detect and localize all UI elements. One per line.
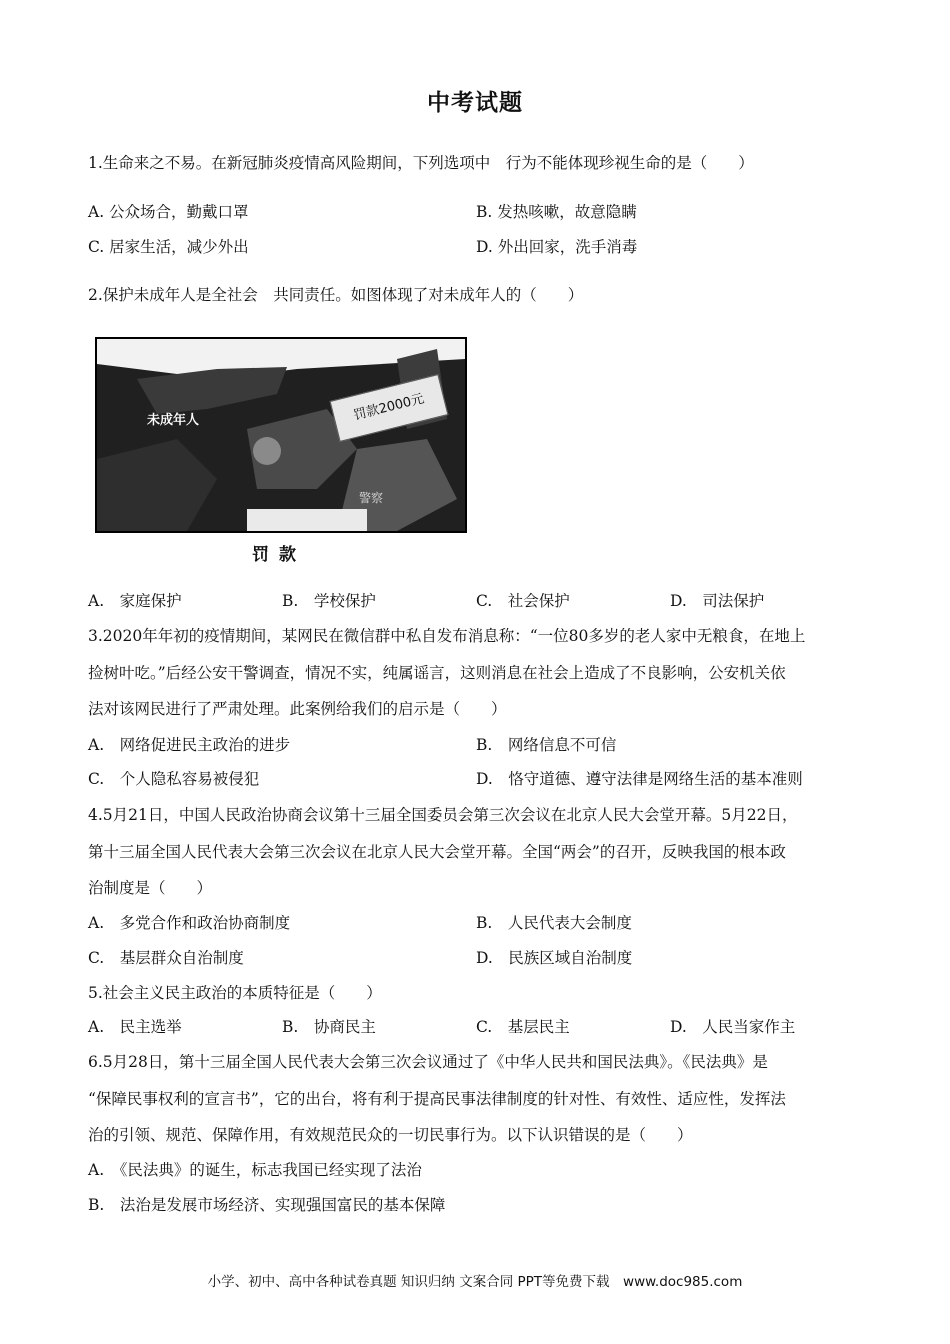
question-3-option-b: B. 网络信息不可信 <box>476 736 617 754</box>
question-2-option-d: D. 司法保护 <box>670 592 765 610</box>
question-1-option-a: A. 公众场合，勤戴口罩 <box>88 203 249 221</box>
question-3-option-c: C. 个人隐私容易被侵犯 <box>88 770 260 788</box>
label-police: 警察 <box>359 491 384 505</box>
question-1-option-b: B. 发热咳嗽，故意隐瞒 <box>476 203 637 221</box>
question-6-line-3: 治的引领、规范、保障作用，有效规范民众的一切民事行为。以下认识错误的是（ ） <box>88 1126 693 1144</box>
question-5-option-a: A. 民主选举 <box>88 1018 182 1036</box>
question-3-line-3: 法对该网民进行了严肃处理。此案例给我们的启示是（ ） <box>88 700 507 718</box>
question-2-stem: 2.保护未成年人是全社会 共同责任。如图体现了对未成年人的（ ） <box>88 286 584 304</box>
question-2-option-a: A. 家庭保护 <box>88 592 182 610</box>
question-5-stem: 5.社会主义民主政治的本质特征是（ ） <box>88 984 382 1002</box>
question-4-line-1: 4.5月21日，中国人民政治协商会议第十三届全国委员会第三次会议在北京人民大会堂开幕。5月22日， <box>88 806 798 824</box>
question-6-option-b: B. 法治是发展市场经济、实现强国富民的基本保障 <box>88 1196 446 1214</box>
question-1-option-c: C. 居家生活，减少外出 <box>88 238 249 256</box>
question-5-option-d: D. 人民当家作主 <box>670 1018 796 1036</box>
question-3-option-d: D. 恪守道德、遵守法律是网络生活的基本准则 <box>476 770 803 788</box>
question-4-option-c: C. 基层群众自治制度 <box>88 949 244 967</box>
question-1-option-d: D. 外出回家，洗手消毒 <box>476 238 638 256</box>
fine-illustration <box>95 337 467 533</box>
question-2-option-b: B. 学校保护 <box>282 592 376 610</box>
question-4-option-a: A. 多党合作和政治协商制度 <box>88 914 291 932</box>
question-6-option-a: A. 《民法典》的诞生，标志我国已经实现了法治 <box>88 1161 422 1179</box>
question-5-option-b: B. 协商民主 <box>282 1018 376 1036</box>
label-minor: 未成年人 <box>147 413 200 428</box>
question-4-option-d: D. 民族区域自治制度 <box>476 949 633 967</box>
question-5-option-c: C. 基层民主 <box>476 1018 570 1036</box>
question-4-line-3: 治制度是（ ） <box>88 879 213 897</box>
question-3-line-1: 3.2020年年初的疫情期间，某网民在微信群中私自发布消息称：“一位80多岁的老人家中无粮食，在地上 <box>88 627 806 645</box>
figure-caption: 罚款 <box>252 545 306 565</box>
question-4-line-2: 第十三届全国人民代表大会第三次会议在北京人民大会堂开幕。全国“两会”的召开，反映我国的根本政 <box>88 843 786 861</box>
question-3-line-2: 捡树叶吃。”后经公安干警调查，情况不实，纯属谣言，这则消息在社会上造成了不良影响，公安机关依 <box>88 664 786 682</box>
question-1-stem: 1.生命来之不易。在新冠肺炎疫情高风险期间，下列选项中 行为不能体现珍视生命的是（ ） <box>88 154 754 172</box>
illustration-scene <box>97 339 465 531</box>
question-3-option-a: A. 网络促进民主政治的进步 <box>88 736 291 754</box>
page-title: 中考试题 <box>427 90 523 116</box>
question-4-option-b: B. 人民代表大会制度 <box>476 914 632 932</box>
question-2-option-c: C. 社会保护 <box>476 592 570 610</box>
question-6-line-2: “保障民事权利的宣言书”，它的出台，将有利于提高民事法律制度的针对性、有效性、适应性，发挥法 <box>88 1090 786 1108</box>
page-footer: 小学、初中、高中各种试卷真题 知识归纳 文案合同 PPT等免费下载 www.doc985.com <box>207 1274 743 1290</box>
fine-ticket: 罚款2000元 <box>330 374 449 442</box>
question-6-line-1: 6.5月28日，第十三届全国人民代表大会第三次会议通过了《中华人民共和国民法典》。《民法典》是 <box>88 1053 768 1071</box>
